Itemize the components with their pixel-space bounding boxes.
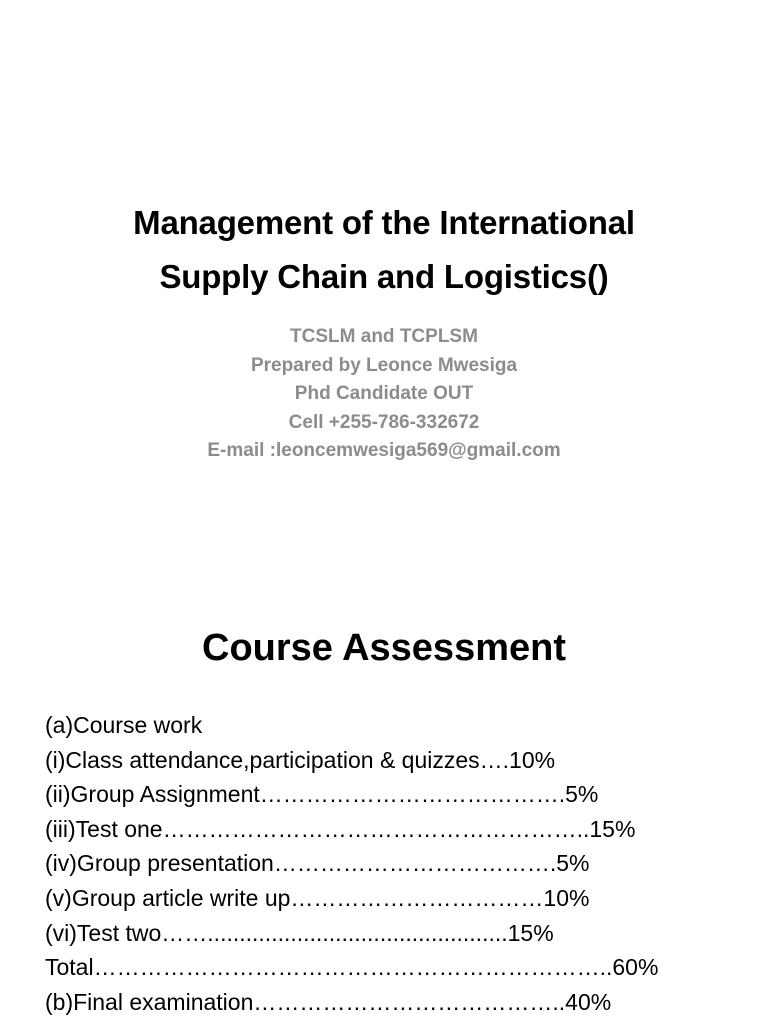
email-address: E-mail :leoncemwesiga569@gmail.com	[207, 440, 561, 461]
title-line-1: Management of the International	[133, 204, 635, 241]
programme-codes: TCSLM and TCPLSM	[290, 326, 478, 347]
list-item-total: Total…………………………………………………………..60%	[45, 954, 659, 981]
author-line: Prepared by Leonce Mwesiga	[250, 354, 518, 376]
presenter-info	[0, 323, 768, 466]
title-line-2: Supply Chain and Logistics()	[159, 258, 609, 295]
presentation-title	[0, 196, 768, 304]
assessment-list	[45, 708, 658, 1019]
phone-number: Cell +255-786-332672	[288, 411, 480, 433]
slide-course-assessment	[0, 576, 768, 1024]
list-item-group-presentation: (iv)Group presentation……………………………….5%	[45, 850, 590, 877]
list-item-article-write-up: (v)Group article write up……………………………10%	[45, 884, 590, 911]
list-item-group-assignment: (ii)Group Assignment………………………………….5%	[45, 781, 599, 808]
author-title: Phd Candidate OUT	[294, 383, 474, 404]
slide-heading: Course Assessment	[202, 627, 566, 669]
list-item-attendance: (i)Class attendance,participation & quizzes….10%	[45, 746, 556, 773]
list-item-test-two: (vi)Test two……...............................................15%	[45, 919, 554, 946]
list-item-final-exam: (b)Final examination…………………………………..40%	[45, 988, 612, 1015]
list-item-coursework: (a)Course work	[45, 712, 203, 738]
list-item-test-one: (iii)Test one………………………………………………..15%	[45, 815, 636, 842]
